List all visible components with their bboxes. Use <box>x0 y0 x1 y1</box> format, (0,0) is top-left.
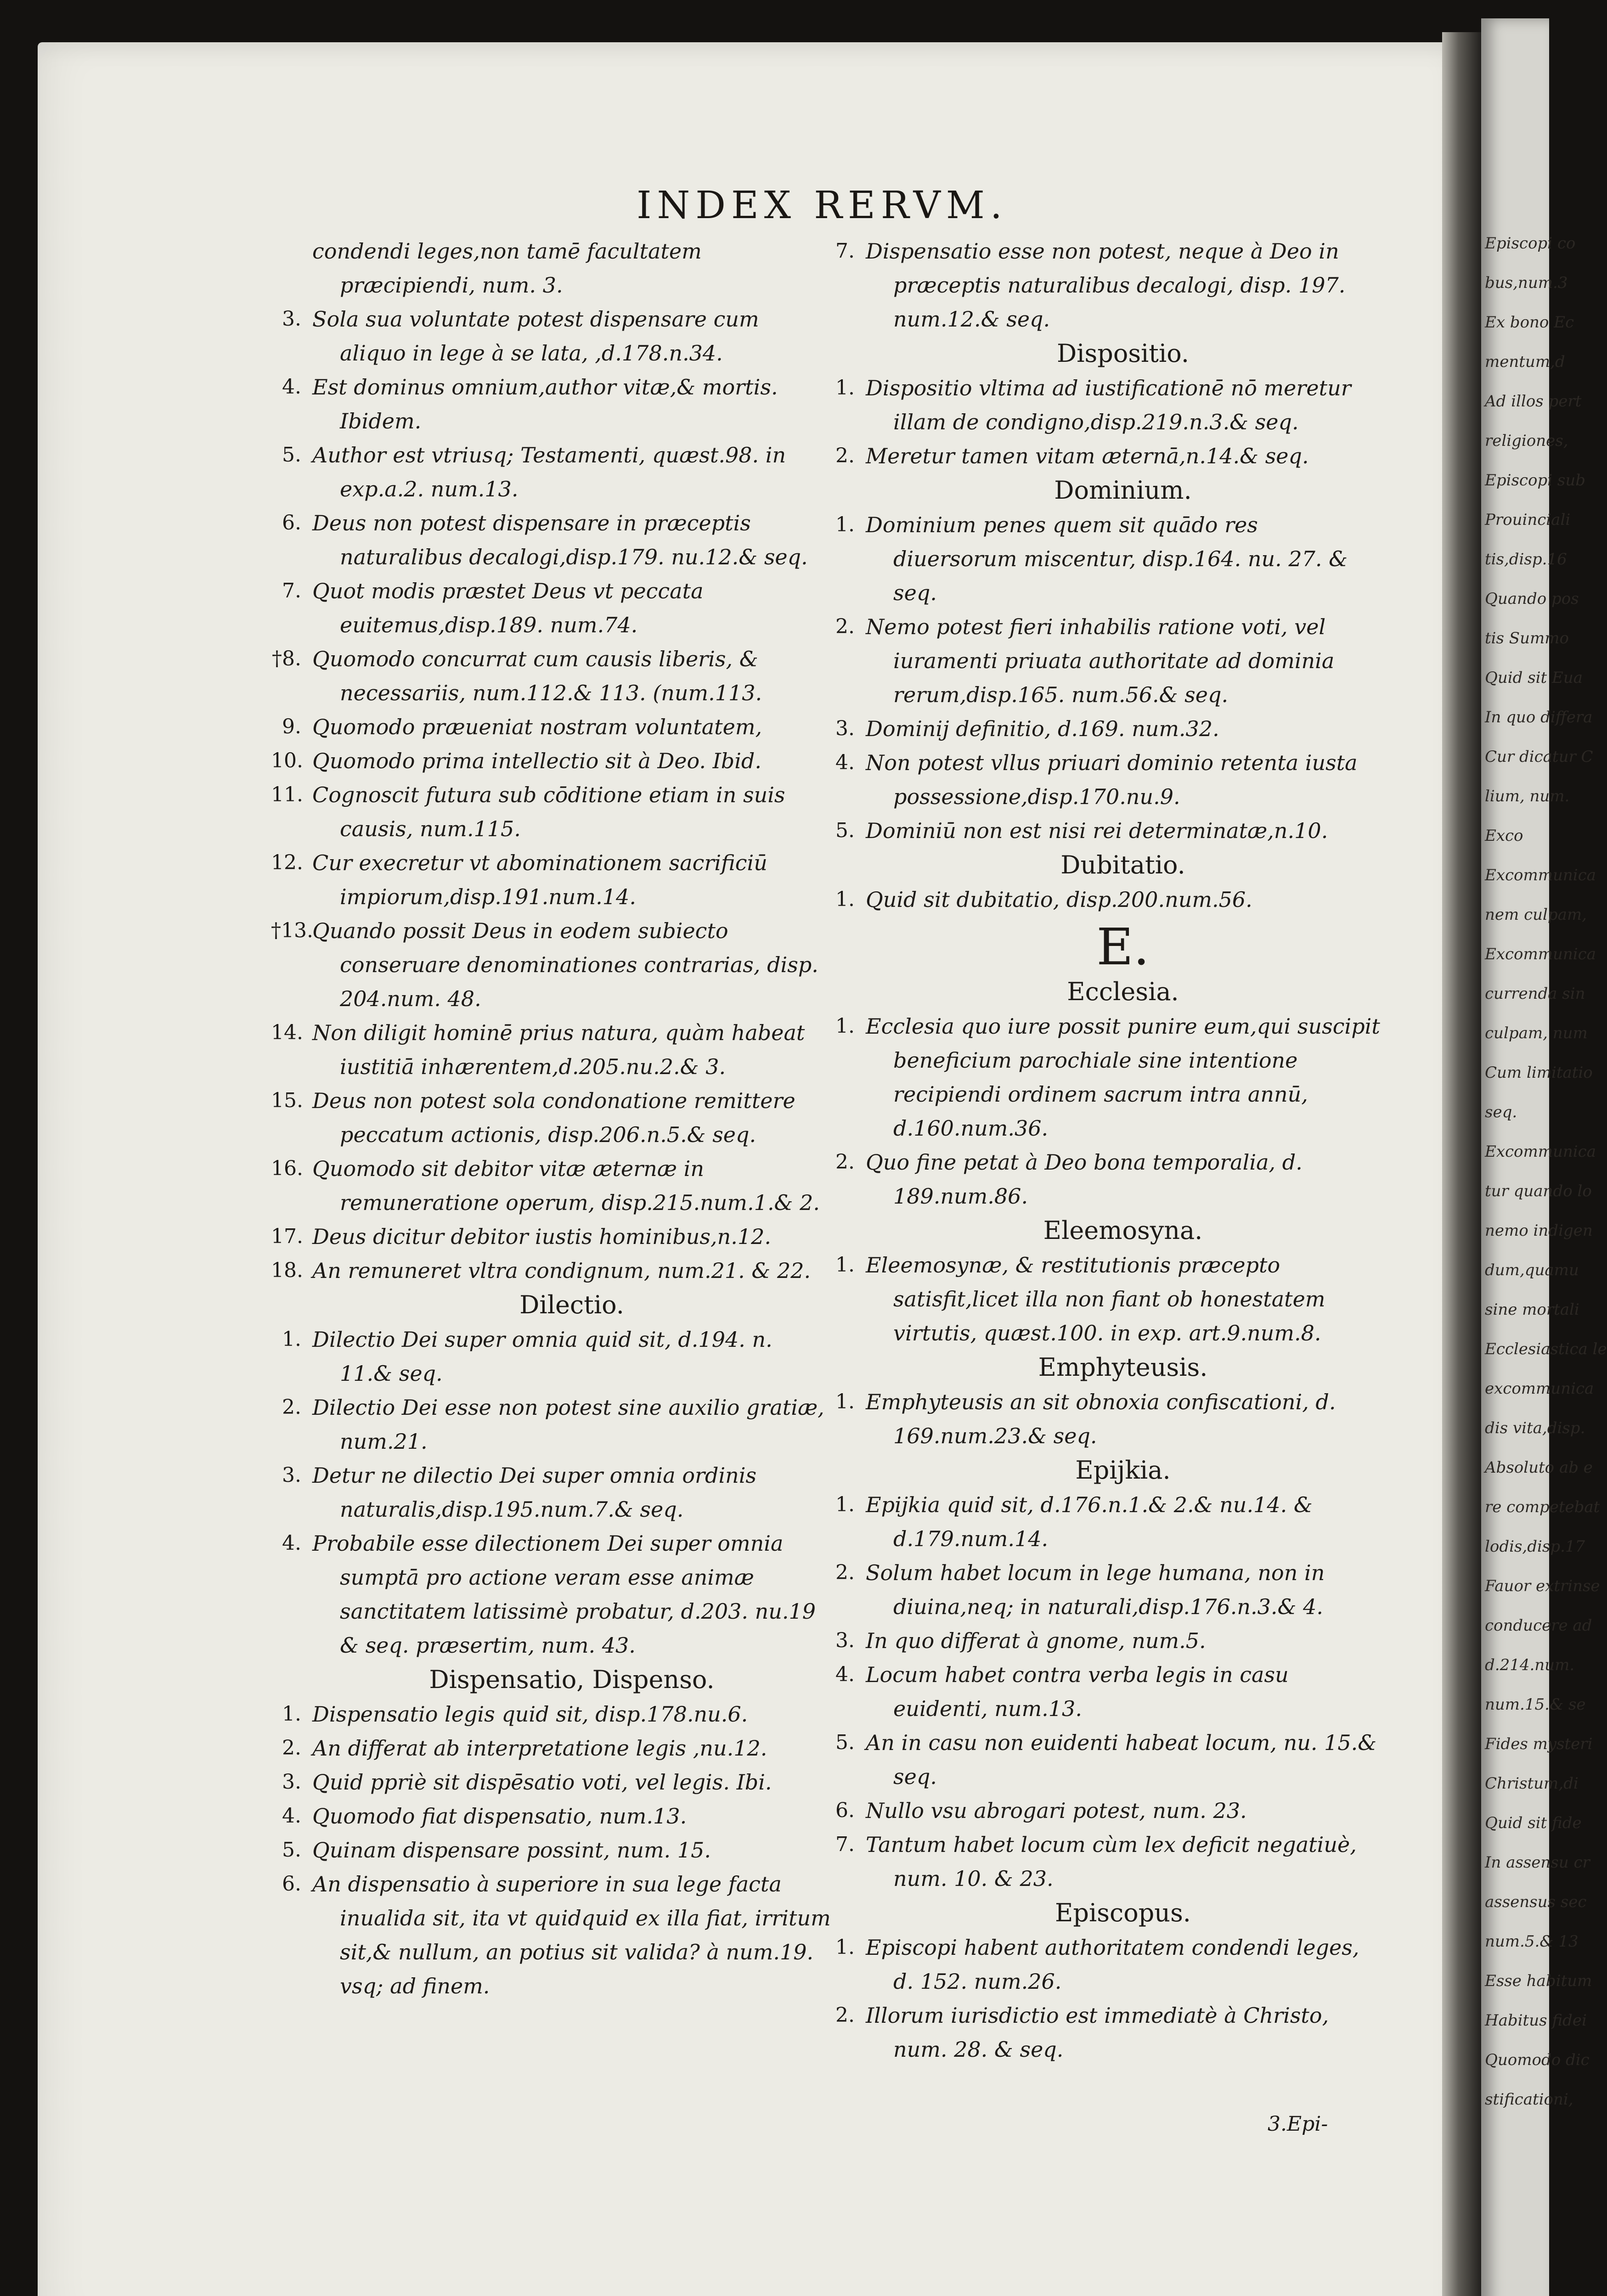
entry-number: 5. <box>835 1731 855 1754</box>
facing-page-fragment: Absoluto ab e <box>1485 1458 1593 1477</box>
index-entry <box>276 234 831 302</box>
index-entry <box>829 1556 1380 1624</box>
entry-number: 6. <box>835 1799 855 1822</box>
index-entry <box>271 846 831 914</box>
entry-text: Dispensatio esse non potest, neque à Deo in præceptis naturalibus decalogi, disp. 197. num.12.& seq. <box>866 239 1346 332</box>
entry-text: Quo fine petat à Deo bona temporalia, d. 189.num.86. <box>866 1150 1303 1209</box>
entry-text: Ecclesia quo iure possit punire eum,qui suscipit beneficium parochiale sine intentione recipiendi ordinem sacrum intra annū, d.160.num.36. <box>866 1014 1380 1141</box>
entry-text: Solum habet locum in lege humana, non in diuina,neq; in naturali,disp.176.n.3.& 4. <box>866 1560 1325 1619</box>
index-heading: Emphyteusis. <box>1038 1353 1208 1382</box>
entry-number: 10. <box>271 749 303 772</box>
entry-number: 3. <box>282 1463 301 1487</box>
entry-number: 2. <box>835 2003 855 2027</box>
index-heading: Dubitatio. <box>1060 850 1185 879</box>
entry-number: 5. <box>282 443 301 467</box>
entry-text: Dilectio Dei super omnia quid sit, d.194. n. 11.& seq. <box>312 1327 772 1386</box>
entry-number: 1. <box>835 1493 855 1516</box>
facing-page-fragment: sine mortali <box>1485 1300 1579 1319</box>
entry-text: Tantum habet locum cùm lex deficit negatiuè, num. 10. & 23. <box>866 1832 1357 1891</box>
index-entry <box>829 1794 1380 1828</box>
entry-number: 1. <box>835 513 855 536</box>
index-entry <box>829 1930 1380 1998</box>
facing-page-fragment: d.214.num. <box>1485 1656 1575 1674</box>
facing-page-edge <box>1481 18 1607 2296</box>
entry-number: 11. <box>271 783 303 806</box>
index-heading: Ecclesia. <box>1067 977 1179 1006</box>
entry-number: 7. <box>282 579 301 602</box>
index-entry <box>829 712 1380 746</box>
entry-text: Non potest vllus priuari dominio retenta iusta possessione,disp.170.nu.9. <box>866 750 1358 809</box>
entry-text: Eleemosynæ, & restitutionis præcepto satisfit,licet illa non fiant ob honestatem virtutis, quæst.100. in exp. art.9.num.8. <box>866 1253 1325 1345</box>
index-entry <box>829 1145 1380 1213</box>
index-entry <box>829 814 1380 848</box>
entry-number: 7. <box>835 239 855 263</box>
entry-number: 15. <box>271 1089 303 1112</box>
index-heading: Dominium. <box>1054 476 1192 505</box>
facing-page-fragment: tis,disp.16 <box>1485 550 1567 568</box>
entry-text: Episcopi habent authoritatem condendi leges, d. 152. num.26. <box>866 1935 1359 1994</box>
entry-text: condendi leges,non tamē facultatem præcipiendi, num. 3. <box>312 239 702 298</box>
index-heading: Dispensatio, Dispenso. <box>429 1665 715 1694</box>
entry-number: 12. <box>271 851 303 874</box>
entry-text: Quid sit dubitatio, disp.200.num.56. <box>866 887 1252 912</box>
facing-page-fragment: num.5.& 13 <box>1485 1932 1579 1951</box>
index-entry <box>829 1726 1380 1794</box>
entry-text: Locum habet contra verba legis in casu euidenti, num.13. <box>866 1662 1289 1721</box>
index-entry <box>829 1385 1380 1453</box>
entry-text: Detur ne dilectio Dei super omnia ordinis naturalis,disp.195.num.7.& seq. <box>312 1463 757 1522</box>
index-entry <box>829 1488 1380 1556</box>
index-entry <box>276 438 831 506</box>
index-entry <box>276 1697 831 1731</box>
facing-page-fragment: Excommunica <box>1485 866 1596 884</box>
facing-page-fragment: In assensu cr <box>1485 1853 1590 1872</box>
entry-text: Cur execretur vt abominationem sacrificiū impiorum,disp.191.num.14. <box>312 850 767 909</box>
entry-text: An remuneret vltra condignum, num.21. & 22. <box>312 1258 811 1283</box>
facing-page-fragment: Cur dicatur C <box>1485 748 1593 766</box>
facing-page-fragment: bus,num.3 <box>1485 274 1568 292</box>
index-entry <box>829 746 1380 814</box>
facing-page-fragment: mentum,d <box>1485 353 1565 371</box>
entry-number: 9. <box>282 715 301 738</box>
facing-page-fragment: Quid sit fide <box>1485 1814 1582 1832</box>
facing-page-fragment: Cum limitatio <box>1485 1064 1593 1082</box>
entry-number: 4. <box>835 751 855 774</box>
index-entry <box>829 1658 1380 1726</box>
facing-page-fragment: re competebat <box>1485 1498 1600 1516</box>
entry-number: 4. <box>282 375 301 399</box>
entry-text: Quomodo prima intellectio sit à Deo. Ibid. <box>312 748 761 773</box>
facing-page-fragment: Excommunica <box>1485 1142 1596 1161</box>
index-entry <box>271 1254 831 1288</box>
entry-text: Quinam dispensare possint, num. 15. <box>312 1838 711 1863</box>
entry-number: 14. <box>271 1021 303 1044</box>
entry-text: Dominium penes quem sit quādo res diuersorum miscentur, disp.164. nu. 27. & seq. <box>866 512 1348 605</box>
entry-number: 1. <box>835 376 855 400</box>
index-column-right <box>829 234 1380 2066</box>
facing-page-fragment: Episcopi co <box>1485 234 1576 253</box>
entry-text: An dispensatio à superiore in sua lege facta inualida sit, ita vt quidquid ex illa fiat, irritum sit,& nullum, an potius sit valida? à num.19. vsq; ad finem. <box>312 1872 831 1998</box>
entry-text: Est dominus omnium,author vitæ,& mortis. Ibidem. <box>312 375 778 433</box>
index-entry <box>276 1322 831 1390</box>
entry-number: 1. <box>835 1936 855 1959</box>
index-entry <box>276 1526 831 1662</box>
index-entry <box>829 610 1380 712</box>
entry-number: 3. <box>835 1629 855 1652</box>
facing-page-fragment: lodis,disp.17 <box>1485 1537 1585 1556</box>
entry-number: 2. <box>282 1736 301 1760</box>
facing-page-fragment: currenda sin <box>1485 985 1585 1003</box>
facing-page-fragment: num.15.& se <box>1485 1695 1586 1714</box>
index-entry <box>271 1220 831 1254</box>
entry-text: Probabile esse dilectionem Dei super omnia sumptā pro actione veram esse animæ sanctitatem latissimè probatur, d.203. nu.19 & seq. præsertim, num. 43. <box>312 1531 816 1658</box>
index-entry <box>829 371 1380 439</box>
index-heading: Dispositio. <box>1056 339 1190 368</box>
entry-number: 4. <box>282 1804 301 1828</box>
facing-page-fragment: Fides mysteri <box>1485 1735 1593 1753</box>
index-entry <box>829 883 1380 917</box>
facing-page-fragment: Quando pos <box>1485 590 1579 608</box>
entry-number: 17. <box>271 1225 303 1248</box>
facing-page-fragment: dum,quamu <box>1485 1261 1579 1279</box>
index-entry <box>276 1390 831 1458</box>
facing-page-fragment: stificationi, <box>1485 2090 1573 2109</box>
index-entry <box>271 744 831 778</box>
entry-text: Dispositio vltima ad iustificationē nō meretur illam de condigno,disp.219.n.3.& seq. <box>866 376 1351 434</box>
index-entry <box>276 1765 831 1799</box>
entry-text: Quomodo præueniat nostram voluntatem, <box>312 715 762 739</box>
index-entry <box>276 370 831 438</box>
index-entry <box>272 642 831 710</box>
entry-text: Non diligit hominē prius natura, quàm habeat iustitiā inhærentem,d.205.nu.2.& 3. <box>312 1020 805 1079</box>
entry-text: Quomodo fiat dispensatio, num.13. <box>312 1804 687 1829</box>
catchword: 3.Epi- <box>1268 2112 1328 2136</box>
index-entry <box>829 1248 1380 1350</box>
entry-text: Dominij definitio, d.169. num.32. <box>866 716 1219 741</box>
facing-page-fragment: Exco <box>1485 827 1523 845</box>
index-entry <box>271 914 831 1016</box>
index-entry <box>271 778 831 846</box>
entry-number: 2. <box>835 615 855 638</box>
index-column-left <box>271 234 831 2003</box>
entry-text: Nemo potest fieri inhabilis ratione voti, vel iuramenti priuata authoritate ad dominia rerum,disp.165. num.56.& seq. <box>866 614 1335 707</box>
entry-number: 4. <box>282 1531 301 1555</box>
facing-page-fragment: tur quando lo <box>1485 1182 1592 1200</box>
facing-page-fragment: Episcopi sub <box>1485 471 1585 490</box>
entry-number: †8. <box>272 647 301 670</box>
entry-text: Meretur tamen vitam æternā,n.14.& seq. <box>866 444 1309 468</box>
entry-text: Quomodo concurrat cum causis liberis, & necessariis, num.112.& 113. (num.113. <box>312 647 762 705</box>
index-entry <box>271 1016 831 1084</box>
entry-text: Quando possit Deus in eodem subiecto conseruare denominationes contrarias, disp. 204.num. 48. <box>312 918 818 1011</box>
facing-page-fragment: In quo differa <box>1485 708 1593 726</box>
entry-number: 2. <box>835 444 855 467</box>
running-head: INDEX RERVM. <box>637 184 1008 227</box>
entry-number: 2. <box>835 1150 855 1174</box>
index-entry <box>829 439 1380 473</box>
entry-number: 3. <box>282 1770 301 1794</box>
entry-text: Quid ppriè sit dispēsatio voti, vel legis. Ibi. <box>312 1770 772 1795</box>
entry-text: Illorum iurisdictio est immediatè à Christo, num. 28. & seq. <box>866 2003 1329 2062</box>
entry-text: An differat ab interpretatione legis ,nu.12. <box>312 1736 767 1761</box>
entry-number: 4. <box>835 1663 855 1686</box>
entry-number: 6. <box>282 1872 301 1896</box>
facing-page-fragment: culpam, num <box>1485 1024 1588 1042</box>
index-entry <box>276 1867 831 2003</box>
entry-number: 5. <box>282 1838 301 1862</box>
facing-page-fragment: Esse habitum <box>1485 1972 1592 1990</box>
entry-text: An in casu non euidenti habeat locum, nu. 15.& seq. <box>866 1730 1377 1789</box>
index-entry <box>829 234 1380 336</box>
entry-text: Epijkia quid sit, d.176.n.1.& 2.& nu.14. & d.179.num.14. <box>866 1492 1313 1551</box>
facing-page-fragment: excommunica <box>1485 1379 1594 1398</box>
index-heading: Episcopus. <box>1055 1898 1191 1927</box>
facing-page-fragment: Quomodo dic <box>1485 2051 1590 2069</box>
entry-text: Dispensatio legis quid sit, disp.178.nu.6. <box>312 1702 748 1727</box>
entry-text: Author est vtriusq; Testamenti, quæst.98. in exp.a.2. num.13. <box>312 443 786 501</box>
entry-text: In quo differat à gnome, num.5. <box>866 1628 1206 1653</box>
entry-number: 5. <box>835 819 855 842</box>
entry-number: 1. <box>282 1702 301 1726</box>
entry-text: Quomodo sit debitor vitæ æternæ in remuneratione operum, disp.215.num.1.& 2. <box>312 1156 820 1215</box>
entry-text: Nullo vsu abrogari potest, num. 23. <box>866 1798 1247 1823</box>
entry-number: 18. <box>271 1259 303 1282</box>
entry-number: †13. <box>271 919 313 942</box>
facing-page-fragment: nemo indigen <box>1485 1221 1593 1240</box>
index-entry <box>276 1458 831 1526</box>
entry-number: 6. <box>282 511 301 535</box>
entry-number: 2. <box>835 1561 855 1584</box>
entry-text: Sola sua voluntate potest dispensare cum aliquo in lege à se lata, ,d.178.n.34. <box>312 307 759 366</box>
index-heading: Epijkia. <box>1075 1456 1171 1485</box>
facing-page-fragment: Habitus fidei <box>1485 2011 1587 2030</box>
entry-number: 16. <box>271 1157 303 1180</box>
facing-page-fragment: conducere ad <box>1485 1616 1592 1635</box>
entry-number: 7. <box>835 1833 855 1856</box>
entry-number: 1. <box>835 888 855 911</box>
facing-page-fragment: lium, num. <box>1485 787 1570 805</box>
facing-page-fragment: Excommunica <box>1485 945 1596 963</box>
entry-text: Emphyteusis an sit obnoxia confiscationi, d. 169.num.23.& seq. <box>866 1390 1336 1448</box>
section-letter: E. <box>1096 917 1150 976</box>
index-entry <box>276 1731 831 1765</box>
index-entry <box>276 302 831 370</box>
index-heading: Eleemosyna. <box>1043 1216 1203 1245</box>
facing-page-fragment: assensus sec <box>1485 1893 1587 1911</box>
facing-page-fragment: Prouinciali <box>1485 511 1571 529</box>
entry-text: Dilectio Dei esse non potest sine auxilio gratiæ, num.21. <box>312 1395 824 1454</box>
index-entry <box>829 1009 1380 1145</box>
index-entry <box>829 1828 1380 1896</box>
facing-page-fragment: Ex bono Ec <box>1485 313 1574 332</box>
index-entry <box>276 710 831 744</box>
entry-text: Cognoscit futura sub cōditione etiam in suis causis, num.115. <box>312 782 785 841</box>
entry-number: 1. <box>835 1390 855 1413</box>
index-entry <box>276 1799 831 1833</box>
entry-text: Quot modis præstet Deus vt peccata euitemus,disp.189. num.74. <box>312 579 704 637</box>
facing-page-fragment: Quid sit Eua <box>1485 669 1583 687</box>
entry-text: Dominiū non est nisi rei determinatæ,n.10. <box>866 818 1328 843</box>
facing-page-fragment: Christum,di <box>1485 1774 1579 1793</box>
entry-text: Deus dicitur debitor iustis hominibus,n.12. <box>312 1224 771 1249</box>
entry-number: 1. <box>282 1328 301 1351</box>
facing-page-fragment: seq. <box>1485 1103 1517 1121</box>
entry-text: Deus non potest sola condonatione remittere peccatum actionis, disp.206.n.5.& seq. <box>312 1088 795 1147</box>
index-entry <box>276 574 831 642</box>
facing-page-fragment: tis Summo <box>1485 629 1569 647</box>
facing-page-fragment: Ecclesiastica le <box>1485 1340 1607 1358</box>
book-gutter <box>1442 32 1483 2296</box>
entry-number: 1. <box>835 1014 855 1038</box>
index-entry <box>276 506 831 574</box>
facing-page-fragment: nem culpam, <box>1485 906 1587 924</box>
index-entry <box>271 1152 831 1220</box>
index-entry <box>271 1084 831 1152</box>
entry-text: Deus non potest dispensare in præceptis naturalibus decalogi,disp.179. nu.12.& seq. <box>312 511 808 569</box>
index-entry <box>829 1998 1380 2066</box>
entry-number: 3. <box>835 717 855 740</box>
index-heading: Dilectio. <box>519 1290 624 1319</box>
entry-number: 3. <box>282 307 301 331</box>
facing-page-fragment: religiones, <box>1485 432 1568 450</box>
entry-number: 1. <box>835 1253 855 1277</box>
facing-page-fragment: Ad illos pert <box>1485 392 1582 411</box>
index-entry <box>829 508 1380 610</box>
facing-page-fragment: dis vita,disp. <box>1485 1419 1585 1437</box>
facing-page-fragment: Fauor extrinse <box>1485 1577 1600 1595</box>
index-entry <box>276 1833 831 1867</box>
entry-number: 2. <box>282 1396 301 1419</box>
index-entry <box>829 1624 1380 1658</box>
